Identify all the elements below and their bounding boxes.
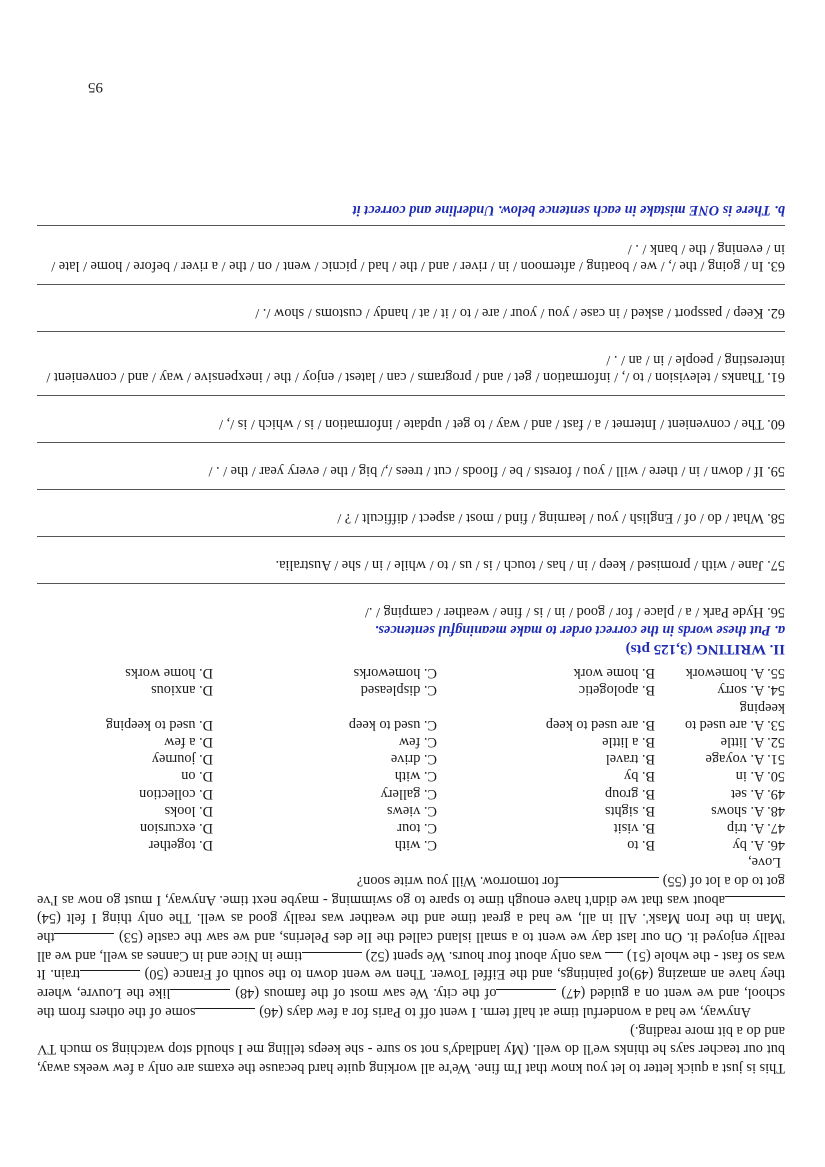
gap-48[interactable] [170,989,230,1002]
choice-a[interactable]: 49. A. set [730,785,785,802]
choice-d[interactable]: D. looks [164,802,213,819]
answer-line[interactable] [37,583,785,603]
choice-row [37,784,785,801]
gap-50[interactable] [80,970,140,983]
choice-b[interactable]: B. are used to keep [545,716,655,733]
reorder-item: 56. Hyde Park / a / place / for / good / in / is / fine / weather / camping / ./ [364,604,785,621]
choice-a[interactable]: 47. A. trip [727,820,785,837]
choice-row [37,802,785,819]
reorder-item: 57. Jane / with / promised / keep / in / has / touch / is / us / to / while / in / she / Australia. [275,557,785,574]
gap-52[interactable] [302,952,362,965]
reorder-item: 60. The / convenient / Internet / a / fast / and / way / to get / update / information / is / which / is /, / [219,416,785,433]
choice-d[interactable]: D. journey [151,751,213,768]
page-content [37,200,785,1077]
choice-row [37,819,785,836]
choice-c[interactable]: C. with [394,837,437,854]
gap-55[interactable] [559,877,659,890]
choice-row [37,836,785,853]
choice-d[interactable]: D. on [181,768,213,785]
choice-a[interactable]: 54. A. sorry [717,682,785,699]
choice-d[interactable]: D. together [148,837,213,854]
choice-b[interactable]: B. home work [573,665,655,682]
choice-row [37,733,785,750]
choice-row [37,767,785,784]
gap-46[interactable] [195,1008,255,1021]
choice-c[interactable]: C. tour [397,820,437,837]
answer-line[interactable] [37,536,785,556]
choice-a[interactable]: 52. A. little [720,734,785,751]
gap-51[interactable] [605,952,623,965]
choice-row [37,681,785,698]
choice-d[interactable]: D. anxious [151,682,213,699]
choice-d[interactable]: D. excursion [139,820,213,837]
choice-b[interactable]: B. a little [602,734,655,751]
choice-row [37,750,785,767]
instruction-a: a. Put these words in the correct order to make meaningful sentences. [374,622,785,639]
letter-paragraph-1: This is just a quick letter to let you know that I'm fine. We're all working quite hard because the exams are only a few weeks away, but our teacher says he thinks we'll do well. (My landlady's not so sure - she keeps telling me I should stop watching so much TV and do a bit more reading.) [37,1022,785,1076]
answer-line[interactable] [37,395,785,415]
answer-line[interactable] [37,489,785,509]
choice-c[interactable]: C. few [398,734,437,751]
choice-d[interactable]: D. used to keeping [105,716,213,733]
reorder-item: 62. Keep / passport / asked / in case / you / your / are / to / it / at / handy / customs / show /. / [255,305,785,322]
choice-c[interactable]: C. displeased [360,682,437,699]
choice-b[interactable]: B. by [624,768,655,785]
choice-a[interactable]: 51. A. voyage [705,751,785,768]
choice-row [37,664,785,681]
choice-d[interactable]: D. home works [125,665,213,682]
choice-a[interactable]: 46. A. by [732,837,785,854]
gap-53[interactable] [54,933,114,946]
choice-d[interactable]: D. collection [139,785,213,802]
answer-line[interactable] [37,331,785,351]
choice-b[interactable]: B. group [604,785,655,802]
choice-a[interactable]: 53. A. are used to keeping [684,699,785,733]
choice-row [37,698,785,732]
choice-d[interactable]: D. a few [164,734,213,751]
choice-b[interactable]: B. to [627,837,655,854]
choice-c[interactable]: C. views [386,802,437,819]
reorder-item: 59. If / down / in / there / will / you / forests / be / floods / cut / trees /,/ big / the / every year / the / . / [208,463,785,480]
choice-b[interactable]: B. sights [604,802,655,819]
instruction-b: b. There is ONE mistake in each sentence below. Underline and correct it [352,202,785,219]
gap-54[interactable] [725,896,785,909]
choice-b[interactable]: B. travel [605,751,655,768]
choice-c[interactable]: C. homeworks [353,665,437,682]
letter-signoff: Love, [748,854,781,871]
reorder-item: 61. Thanks / television / to /, / information / get / and / programs / can / latest / enjoy / the / inexpensive / way / and / convenient / interesting / people / in / an / . / [46,352,785,386]
choice-c[interactable]: C. drive [390,751,437,768]
answer-line[interactable] [37,442,785,462]
answer-line[interactable] [37,225,785,240]
answer-line[interactable] [37,284,785,304]
reorder-item: 58. What / do / of / English / you / learning / find / most / aspect / difficult / ? / [337,510,785,527]
page-number: 95 [88,79,103,95]
letter-paragraph-2: Anyway, we had a wonderful time at half term. I went off to Paris for a few days (46) some of the others from the school, and we went on a guided (47) of the city. We saw most of the famous (48) like the Louvre, where they have an amazing (49)of paintings, and the Eiffel Tower. Then we went down to the south of France (50) train. It was so fast - the whole (51) was only about four hours. We spent (52) time in Nice and in Cannes as well, and we all really enjoyed it. On our last day we went to a small island called the Ile des Pelerins, and we saw the castle (53) the 'Man in the Iron Mask'. All in all, we had a great time and the weather was really good as well. The only thing I felt (54) about was that we didn't have enough time to spare to go swimming - maybe next time. Anyway, I must go now as I've got to do a lot of (55) for tomorrow. Will you write soon? [36,872,785,1020]
choice-c[interactable]: C. gallery [380,785,437,802]
choice-a[interactable]: 50. A. in [735,768,785,785]
gap-47[interactable] [496,989,556,1002]
writing-section-heading: II. WRITING (3,125 pts) [625,641,785,658]
choice-c[interactable]: C. with [394,768,437,785]
choice-b[interactable]: B. visit [613,820,655,837]
choice-a[interactable]: 55. A. homework [685,665,785,682]
reorder-item: 63. In / going / the /, / we / boating / afternoon / in / river / and / the / had / picnic / went / on / the / a river / before / home / late / in / evening / the / bank / . / [51,241,785,275]
choice-b[interactable]: B. apologetic [578,682,655,699]
choice-c[interactable]: C. used to keep [348,716,437,733]
choice-a[interactable]: 48. A. shows [711,802,785,819]
choices-table [37,664,785,853]
